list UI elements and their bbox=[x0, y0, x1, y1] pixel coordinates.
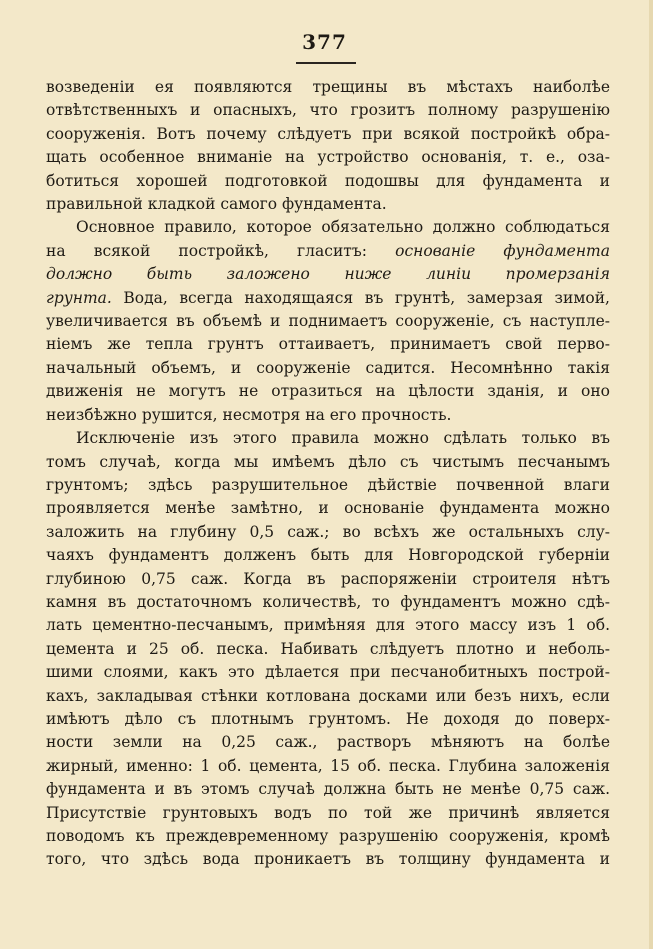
text-line: Присутствіе грунтовыхъ водъ по той же причинѣ является bbox=[46, 803, 610, 822]
text-line: движенія не могутъ не отразиться на цѣлости зданія, и оно bbox=[46, 382, 610, 401]
text-line: томъ случаѣ, когда мы имѣемъ дѣло съ чистымъ песчанымъ bbox=[46, 452, 610, 471]
page-number: 377 bbox=[302, 30, 347, 54]
text-line: чаяхъ фундаментъ долженъ быть для Новгородской губерніи bbox=[46, 546, 610, 565]
text-line: грунтомъ; здѣсь разрушительное дѣйствіе почвенной влаги bbox=[46, 475, 610, 494]
text-line: увеличивается въ объемѣ и поднимаетъ сооруженіе, съ наступле- bbox=[46, 312, 610, 331]
text-line: ботиться хорошей подготовкой подошвы для фундамента и bbox=[46, 171, 610, 190]
text-line: ніемъ же тепла грунтъ оттаиваетъ, принимаетъ свой перво- bbox=[46, 335, 610, 354]
emphasized-text: должно быть заложено ниже линіи промерзанія bbox=[46, 265, 610, 284]
text-line: щать особенное вниманіе на устройство основанія, т. е., оза- bbox=[46, 148, 610, 167]
text-line: заложить на глубину 0,5 саж.; во всѣхъ же остальныхъ слу- bbox=[46, 522, 610, 541]
paragraph-1 bbox=[46, 76, 610, 216]
text-line: шими слоями, какъ это дѣлается при песчанобитныхъ построй- bbox=[46, 663, 610, 682]
text-line: Основное правило, которое обязательно должно соблюдаться bbox=[76, 218, 610, 237]
text-line: кахъ, закладывая стѣнки котлована досками или безъ нихъ, если bbox=[46, 686, 610, 705]
text-line: сооруженія. Вотъ почему слѣдуетъ при всякой постройкѣ обра- bbox=[46, 124, 610, 143]
body-text bbox=[46, 76, 610, 872]
emphasized-text: основаніе фундамента bbox=[395, 241, 610, 260]
text-line: глубиною 0,75 саж. Когда въ распоряженіи строителя нѣтъ bbox=[46, 569, 610, 588]
paragraph-2 bbox=[46, 216, 610, 427]
text-line: фундамента и въ этомъ случаѣ должна быть не менѣе 0,75 саж. bbox=[46, 780, 610, 799]
text-line: начальный объемъ, и сооруженіе садится. Несомнѣнно такія bbox=[46, 358, 610, 377]
text-line: Исключеніе изъ этого правила можно сдѣлать только въ bbox=[76, 429, 610, 448]
text-run: Вода, всегда находящаяся въ грунтѣ, замерзая зимой, bbox=[123, 288, 610, 307]
text-line: правильной кладкой самого фундамента. bbox=[46, 195, 387, 214]
text-line: лать цементно-песчанымъ, примѣняя для этого массу изъ 1 об. bbox=[46, 616, 610, 635]
text-line-mixed bbox=[46, 240, 610, 263]
text-line: имѣютъ дѣло съ плотнымъ грунтомъ. Не доходя до поверх- bbox=[46, 709, 610, 728]
text-line-mixed bbox=[46, 287, 610, 310]
paragraph-3 bbox=[46, 427, 610, 872]
text-line: неизбѣжно рушится, несмотря на его прочность. bbox=[46, 405, 452, 424]
text-line: того, что здѣсь вода проникаетъ въ толщину фундамента и bbox=[46, 850, 610, 869]
text-line: отвѣтственныхъ и опасныхъ, что грозитъ полному разрушенію bbox=[46, 101, 610, 120]
text-line: проявляется менѣе замѣтно, и основаніе фундамента можно bbox=[46, 499, 610, 518]
text-line: камня въ достаточномъ количествѣ, то фундаментъ можно сдѣ- bbox=[46, 592, 610, 611]
emphasized-text: грунта. bbox=[46, 288, 112, 307]
text-line: ности земли на 0,25 саж., растворъ мѣняютъ на болѣе bbox=[46, 733, 610, 752]
text-line: поводомъ къ преждевременному разрушенію сооруженія, кромѣ bbox=[46, 827, 610, 845]
page-number-rule bbox=[296, 62, 356, 64]
text-line: жирный, именно: 1 об. цемента, 15 об. песка. Глубина заложенія bbox=[46, 756, 610, 775]
text-line: цемента и 25 об. песка. Набивать слѣдуетъ плотно и неболь- bbox=[46, 639, 610, 658]
text-run: на всякой постройкѣ, гласитъ: bbox=[46, 241, 367, 260]
text-line: возведеніи ея появляются трещины въ мѣстахъ наиболѣе bbox=[46, 78, 610, 96]
